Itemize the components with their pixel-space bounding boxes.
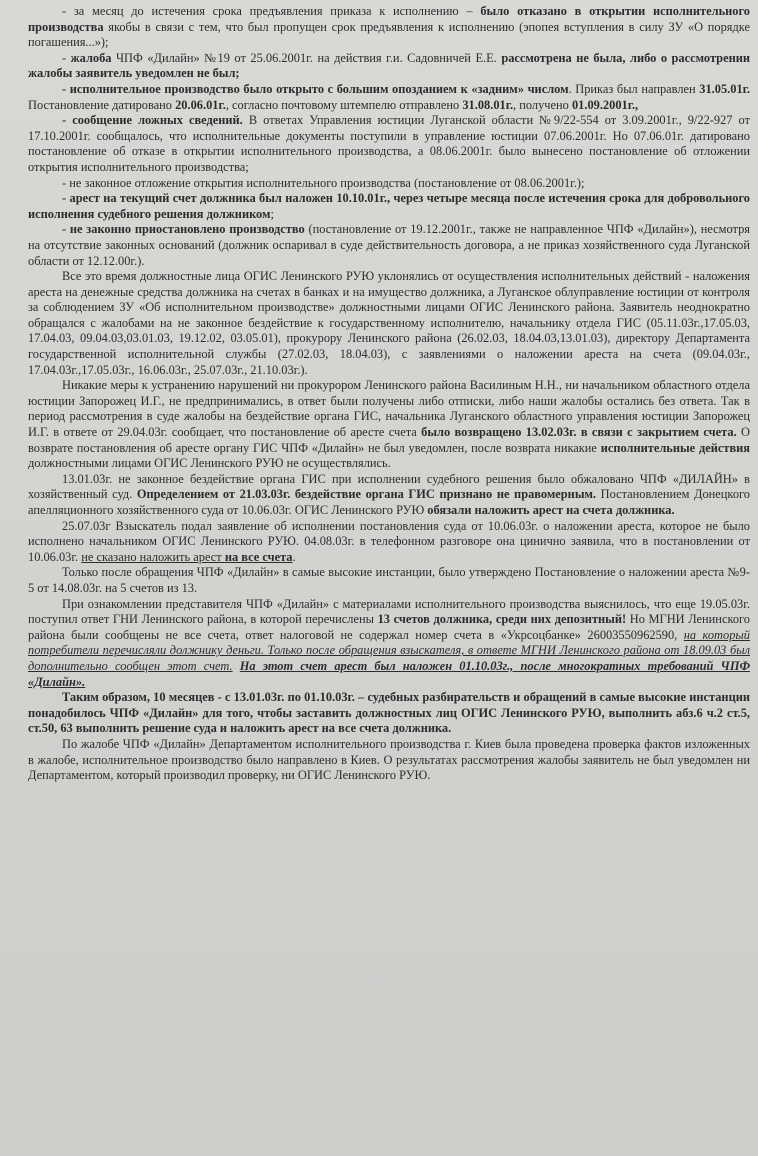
text-run: Таким образом, 10 месяцев - с 13.01.03г. по 01.10.03г. – судебных разбирательств и обращений в самые высокие инстанции понадобилось ЧПФ «Дилайн» для того, чтобы заставить должностных лиц ОГИС Ленинского РУЮ, выполнить абз.6 ч.2 ст.5, ст.50, 63 выполнить решение суда и наложить арест на все счета должника. xyxy=(28,690,750,736)
text-run: - исполнительное производство было открыто с большим опозданием к «задним» числом xyxy=(62,81,569,96)
paragraph xyxy=(28,51,750,82)
text-run: на который потребители перечисляли должнику деньги. Только после обращения взыскателя, в ответе МГНИ Ленинского района от 18.09.03 был дополнительно сообщен этот счет. xyxy=(28,627,750,673)
text-run: 25.07.03г Взыскатель подал заявление об исполнении постановления суда от 10.06.03г. о наложении ареста, которое не было исполнено начальником ОГИС Ленинского РУЮ. 04.08.03г. в телефонном разговоре она цинично заявила, что в постановлении от 10.06.03г. xyxy=(28,518,750,564)
text-run: якобы в связи с тем, что был пропущен срок предъявления к исполнению (эпопея вступления в силу ЗУ «О порядке погашения...»); xyxy=(28,19,750,50)
text-run: При ознакомлении представителя ЧПФ «Дилайн» с материалами исполнительного производства выяснилось, что еще 19.05.03г. поступил ответ ГНИ Ленинского района, в которой перечислены xyxy=(28,596,750,627)
text-run: По жалобе ЧПФ «Дилайн» Департаментом исполнительного производства г. Киев была проведена проверка фактов изложенных в жалобе, исполнительное производство было направлено в Киев. О результатах рассмотрения жалобы заявитель не был уведомлен ни Департаментом, который производил проверку, ни ОГИС Ленинского РУЮ. xyxy=(28,736,750,783)
text-run: В ответах Управления юстиции Луганской области №9/22-554 от 3.09.2001г., 9/22-927 от 17.10.2001г. сообщалось, что исполнительные документы поступили в управление юстиции 07.06.2001г. Но 07.06.01г. датировано постановление об отказе в открытии исполнительного производства, а 08.06.2001г. было вынесено постановление об отложении открытия исполнительного производства; xyxy=(28,113,750,174)
paragraph xyxy=(28,472,750,519)
text-run: Все это время должностные лица ОГИС Ленинского РУЮ уклонялись от осуществления исполнительных действий - наложения ареста на денежные средства должника на счетах в банках и на имущество должника, а Луганское облуправление юстиции от контроля за соблюдением ЗУ «Об исполнительном производстве» должностными лицами ОГИС Ленинского района. Заявитель неоднократно обращался с жалобами на не законное бездействие к государственному исполнителю, начальнику отдела ГИС (05.11.03г.,17.05.03, 17.04.03, 09.04.03,03.01.03, 19.12.02, 03.05.01), прокурору Ленинского района (26.02.03, 18.04.03,13.01.03), директору Департамента государственной исполнительной службы (27.02.03, 18.04.03), с заявлениями о наложении ареста на счета (09.04.03г., 17.04.03г.,17.05.03г., 16.06.03г., 25.07.03г., 21.10.03г.). xyxy=(28,269,750,377)
text-run: . Приказ был направлен xyxy=(568,81,700,96)
text-run xyxy=(233,659,240,673)
text-run: - не законно приостановлено производство xyxy=(62,222,305,237)
text-run: О возврате постановления об аресте органу ГИС ЧПФ «Дилайн» не был уведомлен, после возврата никакие xyxy=(28,425,750,455)
text-run: (постановление от 19.12.2001г., также не направленное ЧПФ «Дилайн»), несмотря на отсутствие законных оснований (должник оспаривал в суде действительность договора, а не приказ хозяйственного суда Луганской области от 12.12.00г.). xyxy=(28,222,750,268)
text-run: рассмотрена не была, либо о рассмотрении жалобы заявитель уведомлен не был; xyxy=(28,50,750,81)
paragraph xyxy=(28,222,750,269)
text-run: - сообщение ложных сведений. xyxy=(62,113,243,128)
document-body xyxy=(28,4,750,784)
text-run: 31.08.01г. xyxy=(462,97,514,112)
text-run: 31.05.01г. xyxy=(699,81,750,96)
text-run: Только после обращения ЧПФ «Дилайн» в самые высокие инстанции, было утверждено Постановление о наложении ареста №9-5 от 14.08.03г. на 5 счетов из 13. xyxy=(28,565,750,595)
text-run: должностными лицами ОГИС Ленинского РУЮ не осуществлялись. xyxy=(28,456,391,471)
text-run: - xyxy=(62,50,71,65)
paragraph xyxy=(28,269,750,378)
text-run: было отказано в открытии исполнительного производства xyxy=(28,4,750,34)
paragraph xyxy=(28,191,750,222)
text-run: 20.06.01г. xyxy=(175,97,226,112)
text-run: Постановлением Донецкого апелляционного хозяйственного суда от 10.06.03г. ОГИС Ленинского РУЮ xyxy=(28,487,750,517)
text-run: на все счета xyxy=(224,549,293,564)
text-run: Но МГНИ Ленинского района были сообщены не все счета, ответ налоговой не содержал номер счета в «Укрсоцбанке» 26003550962590, xyxy=(28,612,750,642)
text-run: исполнительные действия xyxy=(600,440,750,455)
text-run: 13 счетов должника, среди них депозитный! xyxy=(377,612,627,627)
text-run: 01.09.2001г., xyxy=(571,97,639,112)
text-run: не сказано наложить арест xyxy=(81,549,225,564)
text-run: , согласно почтовому штемпелю отправлено xyxy=(225,97,463,112)
text-run: 13.01.03г. не законное бездействие органа ГИС при исполнении судебного решения было обжаловано ЧПФ «ДИЛАЙН» в хозяйственный суд. xyxy=(28,471,750,502)
paragraph xyxy=(28,519,750,566)
text-run: - арест на текущий счет должника был наложен 10.10.01г., через четыре месяца после истечения срока для добровольного исполнения судебного решения должником xyxy=(28,191,750,221)
text-run: . xyxy=(292,549,296,564)
paragraph xyxy=(28,176,750,192)
text-run: Определением от 21.03.03г. бездействие органа ГИС признано не правомерным. xyxy=(136,487,597,502)
text-run: ЧПФ «Дилайн» №19 от 25.06.2001г. на действия г.и. Садовничей Е.Е. xyxy=(111,50,502,65)
text-run: , получено xyxy=(513,97,572,112)
paragraph xyxy=(28,82,750,113)
paragraph xyxy=(28,565,750,596)
text-run: обязали наложить арест на счета должника. xyxy=(427,503,675,517)
text-run: было возвращено 13.02.03г. в связи с закрытием счета. xyxy=(421,425,737,440)
text-run: Никакие меры к устранению нарушений ни прокурором Ленинского района Василиным Н.Н., ни начальником областного отдела юстиции Запорожец И.Г., не предпринимались, в ответ были получены либо отписки, либо наши жалобы остались без ответа. Так в период рассмотрения в суде жалобы на бездействие органа ГИС, начальника Луганского областного управления юстиции Запорожец И.Г. в ответе от 29.04.03г. сообщает, что постановление об аресте счета xyxy=(28,378,750,440)
paragraph xyxy=(28,597,750,691)
paragraph xyxy=(28,113,750,175)
paragraph xyxy=(28,378,750,472)
paragraph xyxy=(28,690,750,737)
text-run: - за месяц до истечения срока предъявления приказа к исполнению – xyxy=(62,4,481,18)
text-run: На этот счет арест был наложен 01.10.03г., после многократных требований ЧПФ «Дилайн». xyxy=(28,658,750,689)
text-run: жалоба xyxy=(70,50,112,65)
text-run: Постановление датировано xyxy=(28,97,176,112)
paragraph xyxy=(28,737,750,784)
paragraph xyxy=(28,4,750,51)
text-run: - не законное отложение открытия исполнительного производства (постановление от 08.06.2001г.); xyxy=(62,175,585,190)
text-run: ; xyxy=(270,206,274,221)
